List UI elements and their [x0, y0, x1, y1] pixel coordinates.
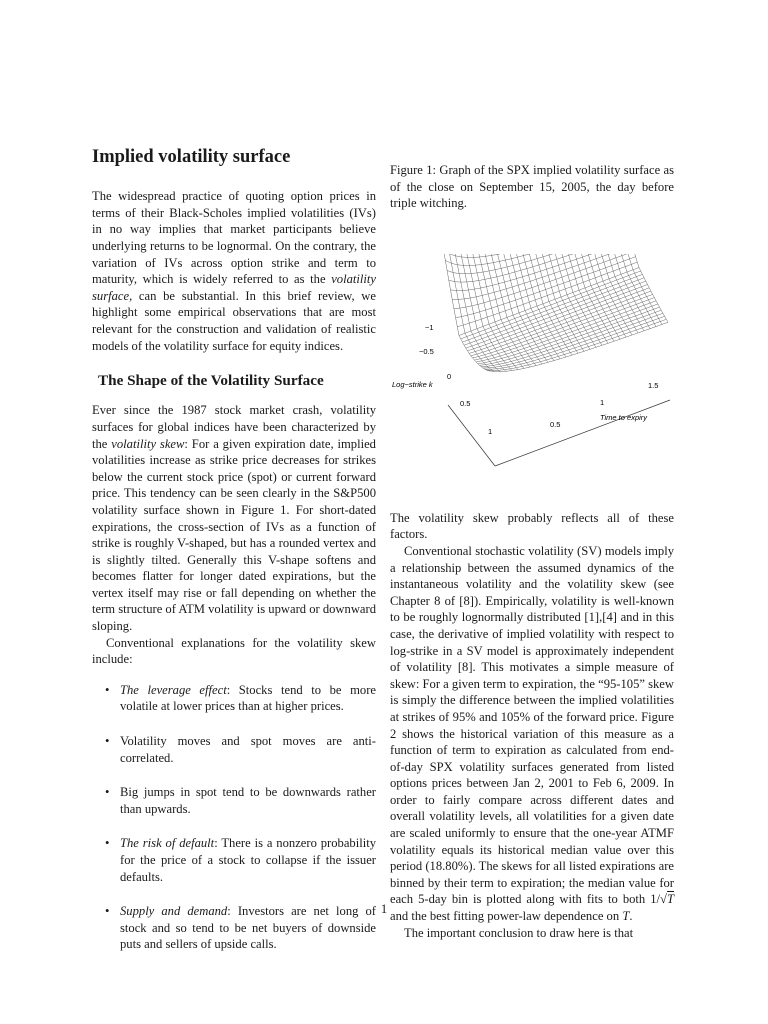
mesh-line: [490, 254, 548, 362]
list-item: • The leverage effect: Stocks tend to be more volatile at lower prices than at higher prices.: [105, 682, 376, 714]
mesh-line: [445, 254, 625, 266]
volatility-surface-figure: [390, 254, 674, 469]
list-item: • Big jumps in spot tend to be downwards rather than upwards.: [105, 785, 376, 816]
mesh-line: [610, 254, 668, 322]
bullet-icon: •: [105, 734, 110, 749]
mesh-line: [481, 310, 661, 367]
skew-factors-paragraph: The volatility skew probably reflects all of these factors.: [390, 510, 674, 542]
k-tick-label: −0.5: [419, 346, 434, 356]
mesh-line: [520, 254, 578, 353]
t-tick-label: 0.5: [550, 419, 561, 429]
k-tick-label: −1: [425, 322, 434, 332]
mesh-line: [526, 254, 584, 351]
mesh-line: [508, 254, 566, 357]
conclusion-paragraph: The important conclusion to draw here is that: [404, 925, 634, 940]
sv-models-paragraph: Conventional stochastic volatility (SV) models imply a relationship between the assumed dynamics of the instantaneous volatility and the volatility skew (see Chapter 8 of [8]). Empirically, volatility is well-known to be roughly lognormally distributed [1],[4] and in this case, the derivative of implied volatility with respect to log-strike in a SV model is approximately independent of volatility [8]. This motivates a simple measure of skew: For a given term to expiration, the “95-105” skew is simply the difference between the implied volatilities at strikes of 95% and 105% of the forward price. Figure 2 shows the historical variation of this measure as a function of term to expiration as calculated from end-of-day SPX volatility surfaces generated from listed options prices between Jan 2, 2001 to Feb 6, 2009. In order to fairly compare across different dates and overall volatility levels, all volatilities for a given date are scaled uniformly to ensure that the one-year ATMF volatility equals its historical median value over this period (18.80%). The skews for all listed expirations are binned by their term to expiration; the median value for each 5-day bin is plotted along with fits to both 1/√T and the best fitting power-law dependence on T.: [390, 543, 674, 924]
page-number: 1: [380, 902, 388, 916]
explanations-intro: Conventional explanations for the volatility skew include:: [92, 635, 376, 667]
figure-caption: Figure 1: Graph of the SPX implied volatility surface as of the close on September 15, 2005, the day before triple witching.: [390, 163, 674, 211]
list-item: • Supply and demand: Investors are net long of stock and so tend to be net buyers of downside puts and sellers of upside calls.: [105, 904, 376, 952]
mesh-line: [574, 254, 632, 335]
left-column: [92, 146, 376, 971]
page-title: Implied volatility surface: [92, 147, 291, 167]
intro-paragraph: The widespread practice of quoting option prices in terms of their Black-Scholes implied volatilities (IVs) in no way implies that market participants believe underlying returns to be lognormal. On the contrary, the variation of IVs across option strike and term to maturity, which is widely referred to as the volatility surface, can be substantial. In this brief review, we highlight some empirical observations that are most relevant for the construction and validation of realistic models of the volatility surface for equity indices.: [92, 189, 376, 353]
surface-mesh: [430, 254, 668, 372]
k-tick-label: 0.5: [460, 398, 471, 408]
list-item: • The risk of default: There is a nonzero probability for the price of a stock to collapse if the issuer defaults.: [105, 836, 377, 884]
bullet-icon: •: [105, 836, 110, 851]
bullet-icon: •: [105, 904, 110, 919]
k-axis-label: Log−strike k: [392, 379, 433, 389]
k-axis: [392, 323, 495, 466]
mesh-line: [484, 254, 542, 364]
right-column: [390, 162, 674, 941]
bullet-icon: •: [105, 682, 110, 697]
mesh-line: [472, 254, 530, 367]
list-item: • Volatility moves and spot moves are anti-correlated.: [105, 734, 376, 765]
t-tick-label: 1: [600, 397, 605, 407]
t-axis: [495, 381, 670, 466]
bullet-icon: •: [105, 785, 110, 800]
mesh-line: [474, 297, 654, 360]
mesh-line: [476, 301, 656, 362]
skew-paragraph: Ever since the 1987 stock market crash, volatility surfaces for global indices have been characterized by the volatility skew: For a given expiration date, implied volatilities increase as strike price decreases for strikes below the current stock price (spot) or current forward price. This tendency can be seen clearly in the S&P500 volatility surface shown in Figure 1. For short-dated expirations, the cross-section of IVs as a function of strike is roughly V-shaped, but has a rounded vertex and is slightly tilted. Generally this V-shape softens and becomes flatter for longer dated expirations, but the vertex itself may rise or fall depending on whether the term structure of ATM volatility is upward or downward sloping.: [92, 403, 377, 634]
k-tick-label: 1: [488, 426, 493, 436]
k-tick-label: 0: [447, 371, 452, 381]
t-axis-label: Time to expiry: [600, 412, 648, 422]
t-tick-label: 1.5: [648, 380, 659, 390]
volatility-surface-plot: [390, 254, 674, 469]
mesh-line: [447, 254, 627, 274]
mesh-line: [444, 254, 624, 257]
section-heading: The Shape of the Volatility Surface: [98, 372, 324, 390]
